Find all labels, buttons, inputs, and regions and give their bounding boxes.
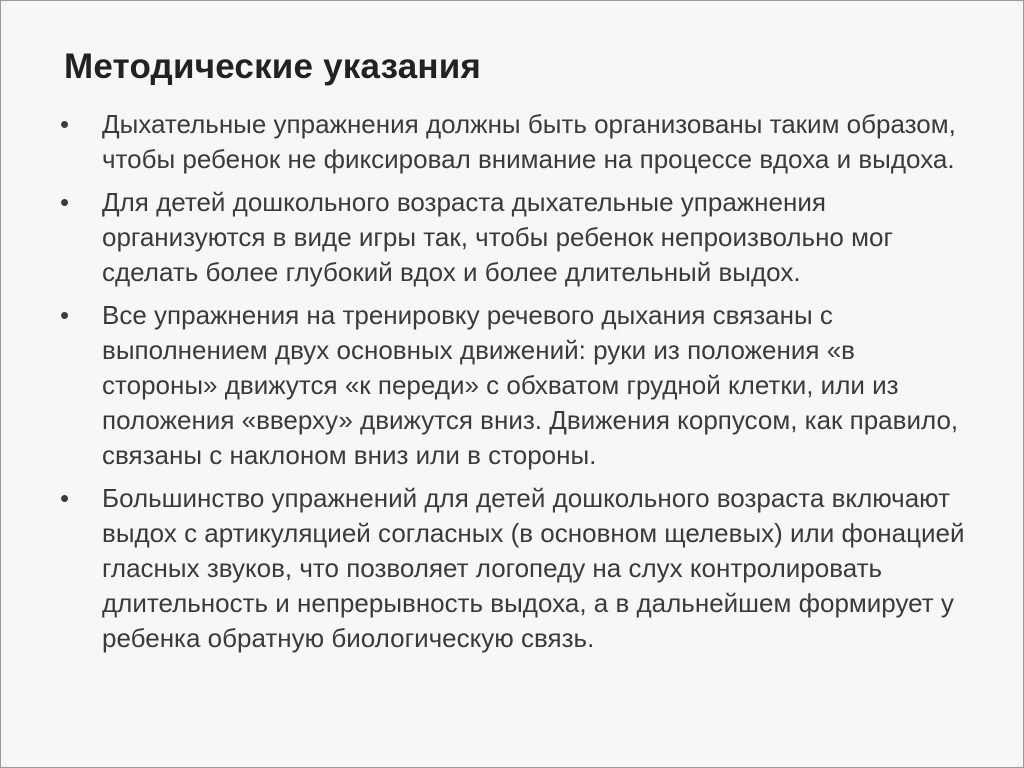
bullet-item-2: [60, 185, 965, 290]
bullet-item-4: [60, 481, 965, 656]
bullet-text: Все упражнения на тренировку речевого дыхания связаны с выполнением двух основных движений: руки из положения «в стороны» движутся «к переди» с обхватом грудной клетки, или из положения «вверху» движутся вниз. Движения корпусом, как правило, связаны с наклоном вниз или в стороны.: [102, 300, 959, 470]
bullet-icon: •: [60, 300, 70, 330]
bullet-item-1: [60, 107, 965, 177]
bullet-text: Большинство упражнений для детей дошкольного возраста включают выдох с артикуляцией согласных (в основном щелевых) или фонацией гласных звуков, что позволяет логопеду на слух контролировать длительность и непрерывность выдоха, а в дальнейшем формирует у ребенка обратную биологическую связь.: [102, 483, 965, 653]
slide-title: Методические указания: [64, 47, 482, 86]
bullet-icon: •: [60, 483, 70, 513]
bullet-text: Дыхательные упражнения должны быть организованы таким образом, чтобы ребенок не фиксировал внимание на процессе вдоха и выдоха.: [102, 109, 956, 174]
bullet-icon: •: [60, 109, 70, 139]
bullet-text: Для детей дошкольного возраста дыхательные упражнения организуются в виде игры так, чтобы ребенок непроизвольно мог сделать более глубокий вдох и более длительный выдох.: [102, 187, 893, 287]
bullet-icon: •: [60, 187, 70, 217]
bullet-list: [60, 107, 965, 664]
bullet-item-3: [60, 298, 965, 473]
